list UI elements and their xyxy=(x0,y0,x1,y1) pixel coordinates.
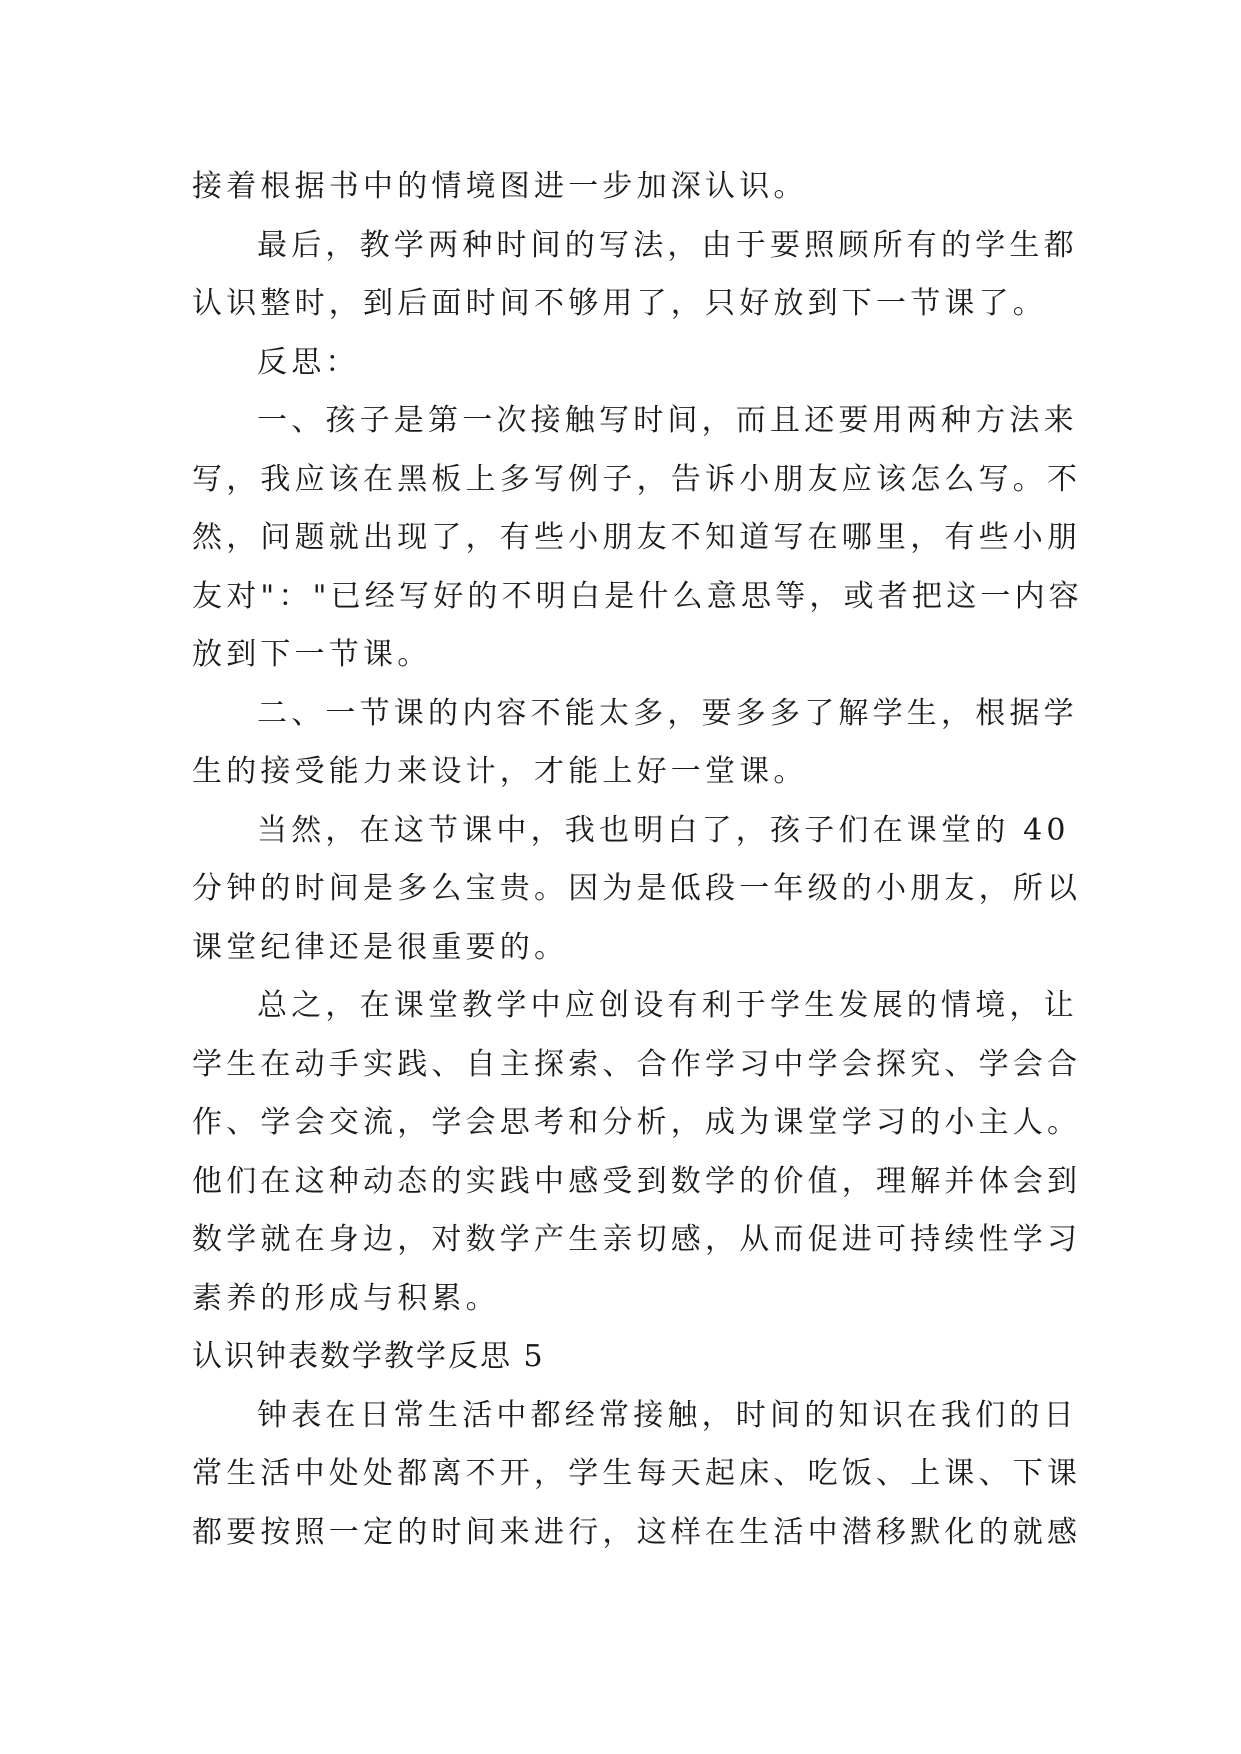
text-line: 作、学会交流，学会思考和分析，成为课堂学习的小主人。 xyxy=(192,1105,1082,1140)
reflection-label: 反思： xyxy=(257,344,360,380)
paragraph-start-line: 一、孩子是第一次接触写时间，而且还要用两种方法来 xyxy=(257,403,1078,438)
text-line: 认识整时，到后面时间不够用了，只好放到下一节课了。 xyxy=(192,286,1047,321)
section-heading: 认识钟表数学教学反思 5 xyxy=(192,1339,545,1374)
paragraph-start-line: 当然，在这节课中，我也明白了，孩子们在课堂的 40 xyxy=(257,812,1070,848)
paragraph-start-line: 最后，教学两种时间的写法，由于要照顾所有的学生都 xyxy=(257,227,1078,263)
text-line: 接着根据书中的情境图进一步加深认识。 xyxy=(192,169,808,204)
text-line: 他们在这种动态的实践中感受到数学的价值，理解并体会到 xyxy=(192,1163,1082,1199)
text-line: 然，问题就出现了，有些小朋友不知道写在哪里，有些小朋 xyxy=(192,520,1082,555)
paragraph-start-line: 二、一节课的内容不能太多，要多多了解学生，根据学 xyxy=(257,695,1078,731)
text-line: 写，我应该在黑板上多写例子，告诉小朋友应该怎么写。不 xyxy=(192,461,1082,497)
text-line: 常生活中处处都离不开，学生每天起床、吃饭、上课、下课 xyxy=(192,1456,1082,1491)
text-line: 友对"："已经写好的不明白是什么意思等，或者把这一内容 xyxy=(192,578,1083,614)
document-body xyxy=(192,158,1083,1562)
text-line: 课堂纪律还是很重要的。 xyxy=(192,929,569,965)
paragraph-start-line: 钟表在日常生活中都经常接触，时间的知识在我们的日 xyxy=(257,1397,1078,1433)
text-line: 分钟的时间是多么宝贵。因为是低段一年级的小朋友，所以 xyxy=(192,871,1082,906)
text-line: 学生在动手实践、自主探索、合作学习中学会探究、学会合 xyxy=(192,1046,1082,1082)
text-line: 素养的形成与积累。 xyxy=(192,1280,500,1316)
text-line: 放到下一节课。 xyxy=(192,637,432,672)
text-line: 生的接受能力来设计，才能上好一堂课。 xyxy=(192,754,808,789)
text-line: 数学就在身边，对数学产生亲切感，从而促进可持续性学习 xyxy=(192,1222,1082,1257)
paragraph-start-line: 总之，在课堂教学中应创设有利于学生发展的情境，让 xyxy=(257,988,1078,1023)
text-line: 都要按照一定的时间来进行，这样在生活中潜移默化的就感 xyxy=(192,1514,1082,1550)
